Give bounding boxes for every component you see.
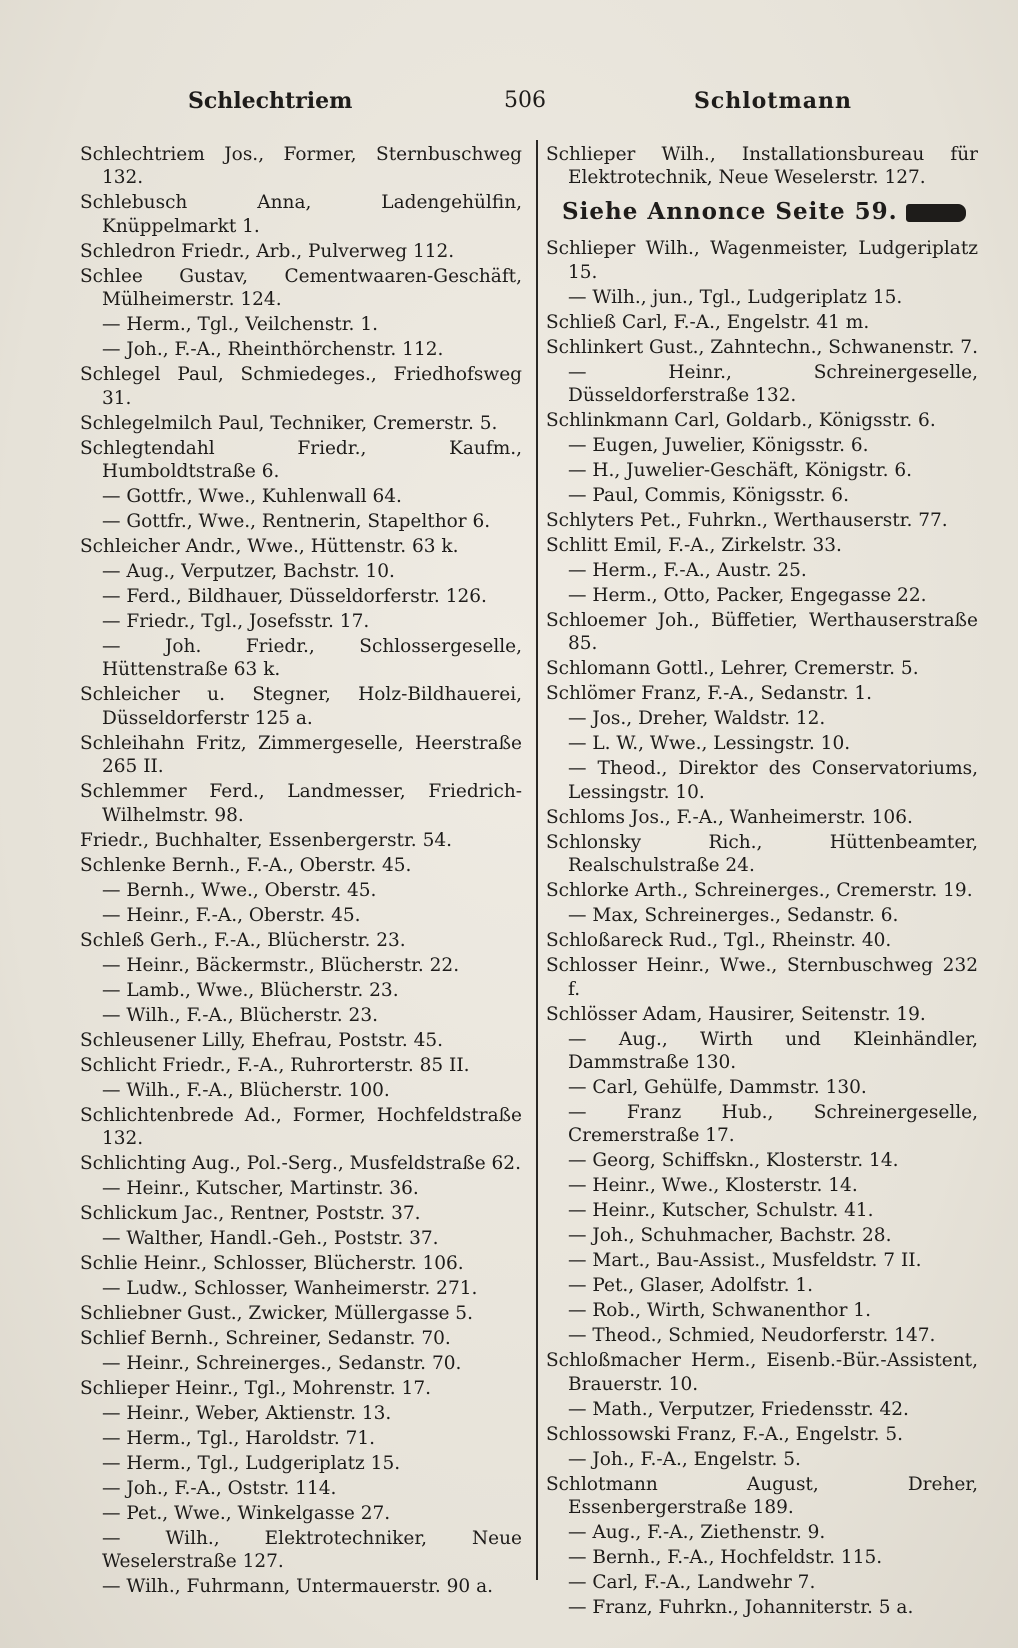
directory-entry: — Friedr., Tgl., Josefsstr. 17. (102, 611, 370, 633)
directory-entry: Schleicher u. Stegner, Holz-Bildhauerei, Düsseldorferstr 125 a. (80, 684, 522, 729)
directory-entry: — Wilh., jun., Tgl., Ludgeriplatz 15. (568, 286, 903, 308)
pointing-hand-icon (906, 204, 966, 222)
directory-entry: Schloemer Joh., Büffetier, Werthauserstraße 85. (546, 610, 978, 655)
directory-entry: Schliebner Gust., Zwicker, Müllergasse 5. (80, 1303, 473, 1325)
directory-entry: Schlee Gustav, Cementwaaren-Geschäft, Mülheimerstr. 124. (80, 265, 522, 311)
directory-entry: Schlieper Wilh., Installationsbureau für Elektrotechnik, Neue Weselerstr. 127. (546, 144, 978, 189)
directory-entry: Schlicht Friedr., F.-A., Ruhrorterstr. 85 II. (80, 1054, 470, 1076)
directory-entry: — Herm., Tgl., Veilchenstr. 1. (102, 314, 378, 336)
directory-entry: Schließ Carl, F.-A., Engelstr. 41 m. (546, 311, 870, 333)
directory-entry: — Wilh., Fuhrmann, Untermauerstr. 90 a. (102, 1576, 493, 1598)
directory-entry: Schlösser Adam, Hausirer, Seitenstr. 19. (546, 1003, 926, 1025)
advert-text: Siehe Annonce Seite 59. (562, 197, 898, 225)
directory-entry: Schlossowski Franz, F.-A., Engelstr. 5. (546, 1423, 903, 1445)
directory-entry: Schlickum Jac., Rentner, Poststr. 37. (80, 1203, 421, 1225)
header-left-keyword: Schlechtriem (188, 88, 353, 114)
directory-entry: Schlinkmann Carl, Goldarb., Königsstr. 6. (546, 410, 936, 432)
directory-entry: — Eugen, Juwelier, Königsstr. 6. (568, 435, 869, 457)
directory-entry: — Joh., F.-A., Oststr. 114. (102, 1478, 337, 1500)
directory-entry: — Theod., Direktor des Conservatoriums, Lessingstr. 10. (568, 758, 978, 803)
directory-entry: Schlotmann August, Dreher, Essenbergerstraße 189. (546, 1473, 978, 1519)
right-column-main (546, 237, 978, 1619)
directory-entry: — Mart., Bau-Assist., Musfeldstr. 7 II. (568, 1250, 922, 1272)
directory-entry: — Joh., Schuhmacher, Bachstr. 28. (568, 1225, 892, 1247)
directory-entry: Schlemmer Ferd., Landmesser, Friedrich-Wilhelmstr. 98. (80, 781, 522, 826)
right-column (546, 143, 978, 1621)
directory-entry: Schlegel Paul, Schmiedeges., Friedhofsweg 31. (80, 364, 522, 409)
directory-entry: Schleicher Andr., Wwe., Hüttenstr. 63 k. (80, 536, 459, 558)
directory-entry: Schlieper Heinr., Tgl., Mohrenstr. 17. (80, 1378, 431, 1400)
directory-entry: — Aug., F.-A., Ziethenstr. 9. (568, 1522, 826, 1544)
directory-entry: — Georg, Schiffskn., Klosterstr. 14. (568, 1150, 899, 1172)
directory-entry: Schloms Jos., F.-A., Wanheimerstr. 106. (546, 806, 913, 828)
directory-entry: — H., Juwelier-Geschäft, Königstr. 6. (568, 460, 913, 482)
directory-entry: Schlonsky Rich., Hüttenbeamter, Realschulstraße 24. (546, 831, 978, 877)
directory-entry: — L. W., Wwe., Lessingstr. 10. (568, 733, 851, 755)
directory-entry: — Joh. Friedr., Schlossergeselle, Hüttenstraße 63 k. (102, 636, 522, 681)
directory-entry: — Heinr., Weber, Aktienstr. 13. (102, 1403, 392, 1425)
directory-entry: — Bernh., F.-A., Hochfeldstr. 115. (568, 1547, 883, 1569)
directory-entry: Schleusener Lilly, Ehefrau, Poststr. 45. (80, 1029, 443, 1051)
directory-entry: Schlenke Bernh., F.-A., Oberstr. 45. (80, 854, 412, 876)
directory-entry: — Wilh., Elektrotechniker, Neue Weselerstraße 127. (102, 1528, 522, 1573)
directory-entry: Schlinkert Gust., Zahntechn., Schwanenstr. 7. (546, 336, 978, 358)
directory-entry: — Max, Schreinerges., Sedanstr. 6. (568, 905, 899, 927)
directory-entry: — Rob., Wirth, Schwanenthor 1. (568, 1300, 871, 1322)
directory-entry: — Heinr., Schreinerges., Sedanstr. 70. (102, 1353, 462, 1375)
advert-line (562, 197, 978, 225)
directory-entry: — Bernh., Wwe., Oberstr. 45. (102, 879, 377, 901)
directory-entry: — Gottfr., Wwe., Kuhlenwall 64. (102, 486, 402, 508)
directory-entry: — Math., Verputzer, Friedensstr. 42. (568, 1398, 909, 1420)
directory-entry: Schlechtriem Jos., Former, Sternbuschweg 132. (80, 144, 522, 189)
directory-entry: Schledron Friedr., Arb., Pulverweg 112. (80, 240, 455, 262)
directory-entry: — Carl, F.-A., Landwehr 7. (568, 1572, 816, 1594)
page-number: 506 (504, 88, 546, 113)
header-right-keyword: Schlotmann (694, 88, 852, 114)
column-divider (536, 140, 538, 1580)
directory-entry: — Herm., Tgl., Ludgeriplatz 15. (102, 1453, 401, 1475)
directory-entry: Schlichtenbrede Ad., Former, Hochfeldstraße 132. (80, 1104, 522, 1150)
left-column (80, 143, 522, 1600)
directory-entry: — Walther, Handl.-Geh., Poststr. 37. (102, 1228, 439, 1250)
directory-entry: Schlömer Franz, F.-A., Sedanstr. 1. (546, 683, 872, 705)
page-header (0, 88, 1018, 128)
directory-entry: Schlieper Wilh., Wagenmeister, Ludgeriplatz 15. (546, 238, 978, 283)
directory-entry: — Heinr., Kutscher, Martinstr. 36. (102, 1178, 419, 1200)
directory-entry: Schlichting Aug., Pol.-Serg., Musfeldstraße 62. (80, 1153, 521, 1175)
directory-entry: — Wilh., F.-A., Blücherstr. 100. (102, 1079, 390, 1101)
directory-entry: — Paul, Commis, Königsstr. 6. (568, 485, 849, 507)
directory-entry: — Heinr., Schreinergeselle, Düsseldorferstraße 132. (568, 361, 978, 407)
directory-entry: Schleihahn Fritz, Zimmergeselle, Heerstraße 265 II. (80, 732, 522, 778)
directory-entry: — Heinr., Kutscher, Schulstr. 41. (568, 1200, 874, 1222)
directory-entry: — Herm., Otto, Packer, Engegasse 22. (568, 585, 927, 607)
directory-entry: Schloßareck Rud., Tgl., Rheinstr. 40. (546, 930, 892, 952)
directory-entry: — Herm., F.-A., Austr. 25. (568, 560, 807, 582)
directory-entry: Schlitt Emil, F.-A., Zirkelstr. 33. (546, 535, 842, 557)
directory-entry: — Heinr., Bäckermstr., Blücherstr. 22. (102, 954, 460, 976)
directory-entry: — Ferd., Bildhauer, Düsseldorferstr. 126. (102, 586, 487, 608)
directory-entry: — Heinr., F.-A., Oberstr. 45. (102, 904, 361, 926)
directory-entry: — Aug., Wirth und Kleinhändler, Dammstraße 130. (568, 1028, 978, 1074)
directory-entry: Schleß Gerh., F.-A., Blücherstr. 23. (80, 929, 406, 951)
directory-entry: — Pet., Glaser, Adolfstr. 1. (568, 1275, 814, 1297)
directory-entry: Schlosser Heinr., Wwe., Sternbuschweg 232 f. (546, 955, 978, 1000)
directory-entry: — Franz Hub., Schreinergeselle, Cremerstraße 17. (568, 1102, 978, 1147)
directory-entry: — Theod., Schmied, Neudorferstr. 147. (568, 1325, 936, 1347)
directory-entry: Schlyters Pet., Fuhrkn., Werthauserstr. 77. (546, 510, 948, 532)
directory-entry: Friedr., Buchhalter, Essenbergerstr. 54. (80, 829, 452, 851)
directory-entry: — Gottfr., Wwe., Rentnerin, Stapelthor 6. (102, 511, 491, 533)
directory-entry: — Aug., Verputzer, Bachstr. 10. (102, 561, 395, 583)
directory-entry: — Heinr., Wwe., Klosterstr. 14. (568, 1175, 858, 1197)
directory-entry: Schlie Heinr., Schlosser, Blücherstr. 106. (80, 1253, 464, 1275)
directory-entry: Schloßmacher Herm., Eisenb.-Bür.-Assistent, Brauerstr. 10. (546, 1350, 978, 1395)
directory-entry: — Pet., Wwe., Winkelgasse 27. (102, 1503, 391, 1525)
directory-entry: Schlorke Arth., Schreinerges., Cremerstr. 19. (546, 880, 973, 902)
directory-entry: — Wilh., F.-A., Blücherstr. 23. (102, 1004, 378, 1026)
directory-entry: Schlegtendahl Friedr., Kaufm., Humboldtstraße 6. (80, 437, 522, 483)
directory-entry: — Jos., Dreher, Waldstr. 12. (568, 708, 826, 730)
directory-entry: — Herm., Tgl., Haroldstr. 71. (102, 1428, 376, 1450)
directory-entry: Schlief Bernh., Schreiner, Sedanstr. 70. (80, 1328, 451, 1350)
directory-entry: — Joh., F.-A., Rheinthörchenstr. 112. (102, 339, 444, 361)
right-column-top (546, 143, 978, 190)
directory-entry: — Ludw., Schlosser, Wanheimerstr. 271. (102, 1278, 478, 1300)
directory-entry: — Franz, Fuhrkn., Johanniterstr. 5 a. (568, 1597, 914, 1619)
directory-entry: — Carl, Gehülfe, Dammstr. 130. (568, 1077, 867, 1099)
directory-entry: Schlomann Gottl., Lehrer, Cremerstr. 5. (546, 658, 919, 680)
directory-entry: Schlegelmilch Paul, Techniker, Cremerstr. 5. (80, 412, 498, 434)
directory-entry: Schlebusch Anna, Ladengehülfin, Knüppelmarkt 1. (80, 192, 522, 237)
directory-entry: — Lamb., Wwe., Blücherstr. 23. (102, 979, 399, 1001)
directory-entry: — Joh., F.-A., Engelstr. 5. (568, 1448, 801, 1470)
